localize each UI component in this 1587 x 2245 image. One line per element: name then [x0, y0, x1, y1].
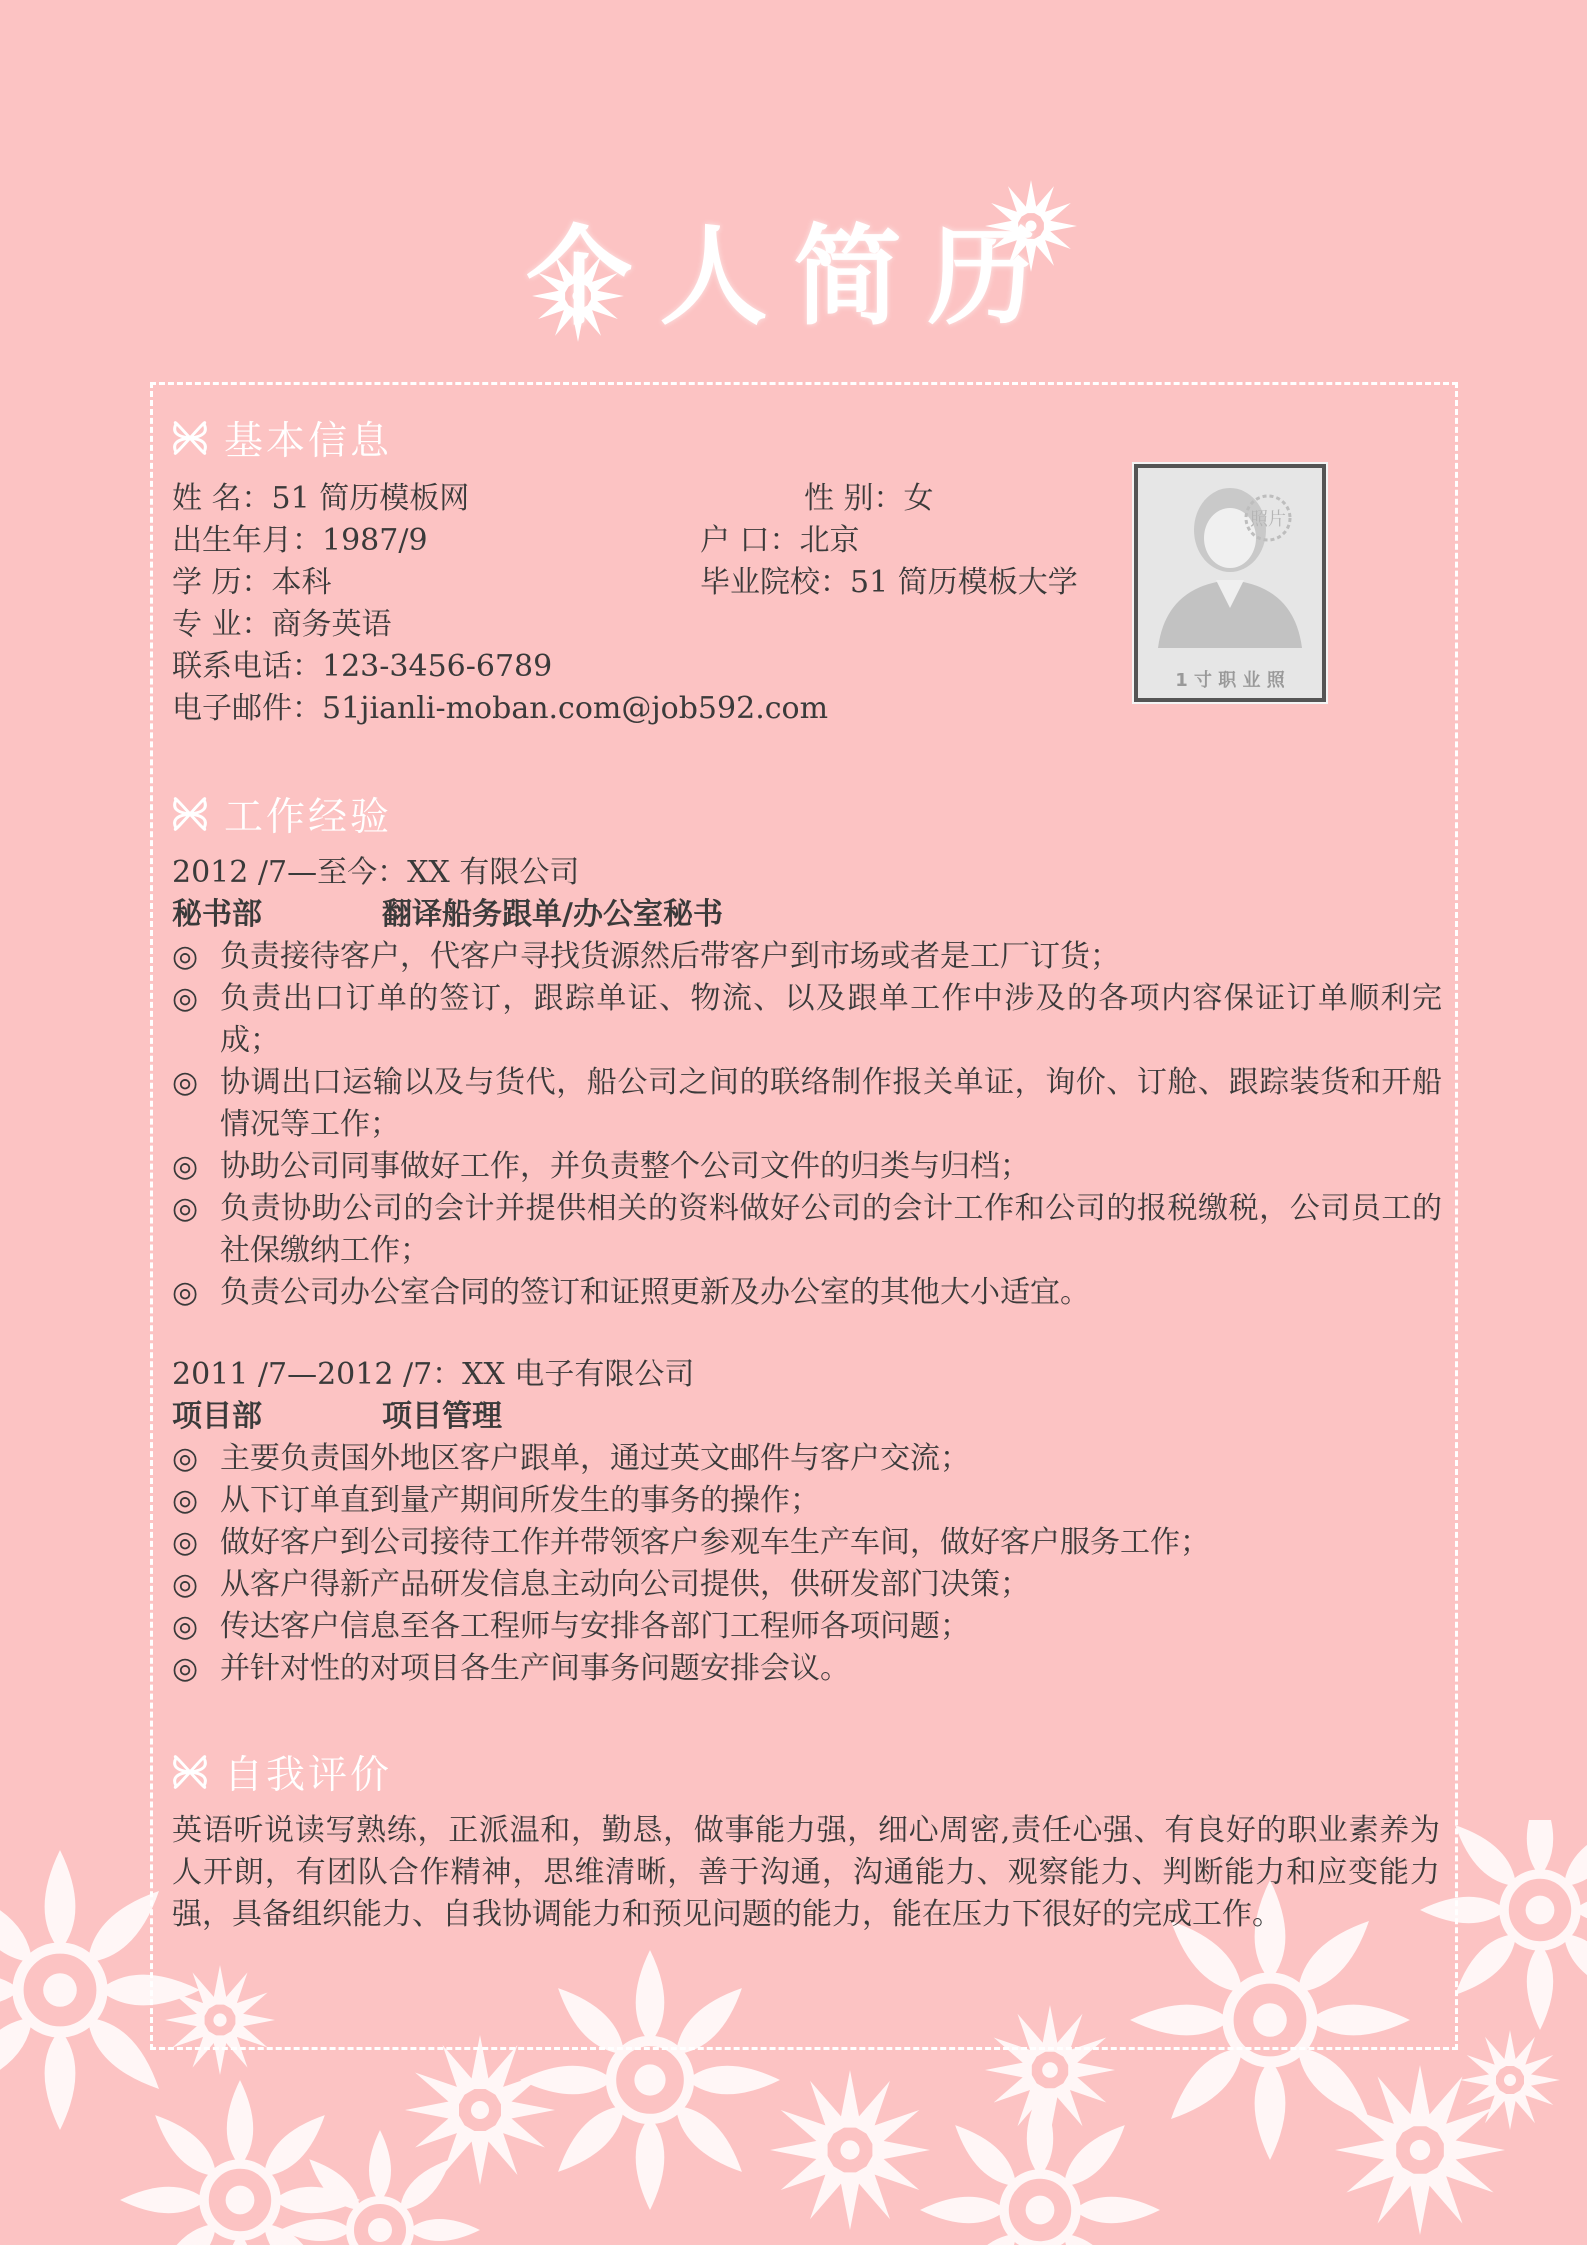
portrait-placeholder-icon [1138, 468, 1322, 648]
photo-caption: 1 寸 职 业 照 [1175, 670, 1285, 691]
butterfly-icon [170, 418, 210, 458]
profile-photo [1132, 462, 1328, 704]
section-title: 自我评价 [224, 1753, 393, 1798]
butterfly-icon [170, 794, 210, 834]
bullet-icon: ◎ [172, 1483, 199, 1518]
field-name: 姓 名：51 简历模板网 [172, 481, 470, 516]
list-item: ◎ 从下订单直到量产期间所发生的事务的操作； [172, 1480, 1442, 1522]
field-hukou: 户 口：北京 [700, 523, 860, 558]
field-education: 学 历：本科 [172, 565, 332, 600]
field-gender: 性 别：女 [804, 481, 934, 516]
job-dept: 项目部 [172, 1399, 262, 1434]
bullet-icon: ◎ [172, 1191, 199, 1226]
bullet-icon: ◎ [172, 1065, 199, 1100]
bullet-icon: ◎ [172, 1275, 199, 1310]
section-basic-info [170, 408, 392, 468]
field-phone: 联系电话：123-3456-6789 [172, 649, 553, 684]
butterfly-icon [170, 1752, 210, 1792]
list-item: ◎ 负责协助公司的会计并提供相关的资料做好公司的会计工作和公司的报税缴税，公司员工的社保缴纳工作； [172, 1188, 1442, 1272]
bullet-icon: ◎ [172, 939, 199, 974]
bullet-icon: ◎ [172, 1149, 199, 1184]
list-item: ◎ 做好客户到公司接待工作并带领客户参观车生产车间，做好客户服务工作； [172, 1522, 1442, 1564]
bullet-icon: ◎ [172, 1651, 199, 1686]
section-self-evaluation [170, 1742, 392, 1802]
field-major: 专 业：商务英语 [172, 607, 392, 642]
page-title: 个人简历 [525, 214, 1062, 340]
field-birth: 出生年月：1987/9 [172, 523, 428, 558]
bullet-icon: ◎ [172, 1609, 199, 1644]
list-item: ◎ 负责出口订单的签订，跟踪单证、物流、以及跟单工作中涉及的各项内容保证订单顺利完成； [172, 978, 1442, 1062]
list-item: ◎ 传达客户信息至各工程师与安排各部门工程师各项问题； [172, 1606, 1442, 1648]
list-item: ◎ 从客户得新产品研发信息主动向公司提供，供研发部门决策； [172, 1564, 1442, 1606]
bullet-icon: ◎ [172, 1441, 199, 1476]
bullet-icon: ◎ [172, 1525, 199, 1560]
job-period: 2012 /7—至今：XX 有限公司 [172, 855, 580, 890]
job-role: 项目管理 [382, 1399, 502, 1434]
list-item: ◎ 协助公司同事做好工作，并负责整个公司文件的归类与归档； [172, 1146, 1442, 1188]
list-item: ◎ 并针对性的对项目各生产间事务问题安排会议。 [172, 1648, 1442, 1690]
job-period: 2011 /7—2012 /7：XX 电子有限公司 [172, 1357, 695, 1392]
job-role: 翻译船务跟单/办公室秘书 [382, 897, 723, 932]
list-item: ◎ 主要负责国外地区客户跟单，通过英文邮件与客户交流； [172, 1438, 1442, 1480]
section-work [170, 784, 392, 844]
job-dept: 秘书部 [172, 897, 262, 932]
field-email: 电子邮件：51jianli-moban.com@job592.com [172, 691, 829, 726]
bullet-icon: ◎ [172, 1567, 199, 1602]
list-item: ◎ 负责公司办公室合同的签订和证照更新及办公室的其他大小适宜。 [172, 1272, 1442, 1314]
list-item: ◎ 协调出口运输以及与货代，船公司之间的联络制作报关单证，询价、订舱、跟踪装货和开船情况等工作； [172, 1062, 1442, 1146]
bullet-icon: ◎ [172, 981, 199, 1016]
field-school: 毕业院校：51 简历模板大学 [700, 565, 1078, 600]
self-evaluation-text: 英语听说读写熟练，正派温和，勤恳，做事能力强，细心周密,责任心强、有良好的职业素养为人开朗，有团队合作精神，思维清晰，善于沟通，沟通能力、观察能力、判断能力和应变能力强，具备组织能力、自我协调能力和预见问题的能力，能在压力下很好的完成工作。 [172, 1813, 1440, 1932]
list-item: ◎ 负责接待客户，代客户寻找货源然后带客户到市场或者是工厂订货； [172, 936, 1442, 978]
section-title: 工作经验 [224, 795, 393, 840]
section-title: 基本信息 [224, 419, 393, 464]
photo-stamp: 照片 [1250, 509, 1286, 530]
